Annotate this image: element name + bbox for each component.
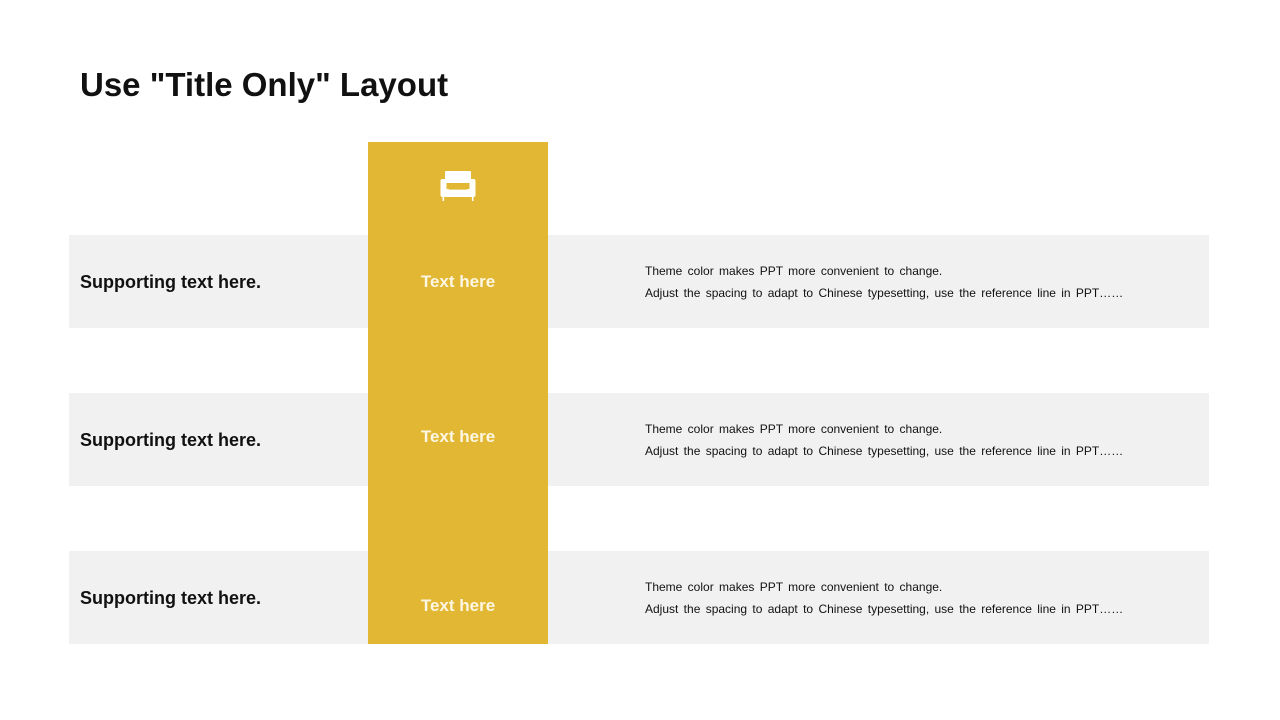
description-line: Adjust the spacing to adapt to Chinese typesetting, use the reference line in PPT……: [645, 443, 1124, 458]
description-line: Theme color makes PPT more convenient to change.: [645, 580, 943, 594]
row-description-2: [645, 419, 1185, 462]
row-label-1: Supporting text here.: [80, 272, 262, 292]
accent-column: [368, 142, 548, 644]
armchair-icon: [440, 169, 476, 203]
column-label-3: Text here: [420, 596, 496, 615]
row-description-3: [645, 577, 1185, 620]
row-label-3: Supporting text here.: [80, 588, 262, 608]
description-line: Adjust the spacing to adapt to Chinese typesetting, use the reference line in PPT……: [645, 285, 1124, 300]
description-line: Theme color makes PPT more convenient to change.: [645, 264, 943, 278]
column-label-2: Text here: [420, 427, 496, 446]
slide-title: Use "Title Only" Layout: [80, 66, 449, 103]
description-line: Theme color makes PPT more convenient to change.: [645, 422, 943, 436]
description-line: Adjust the spacing to adapt to Chinese typesetting, use the reference line in PPT……: [645, 601, 1124, 616]
row-description-1: [645, 261, 1185, 304]
column-label-1: Text here: [420, 272, 496, 291]
row-label-2: Supporting text here.: [80, 430, 262, 450]
